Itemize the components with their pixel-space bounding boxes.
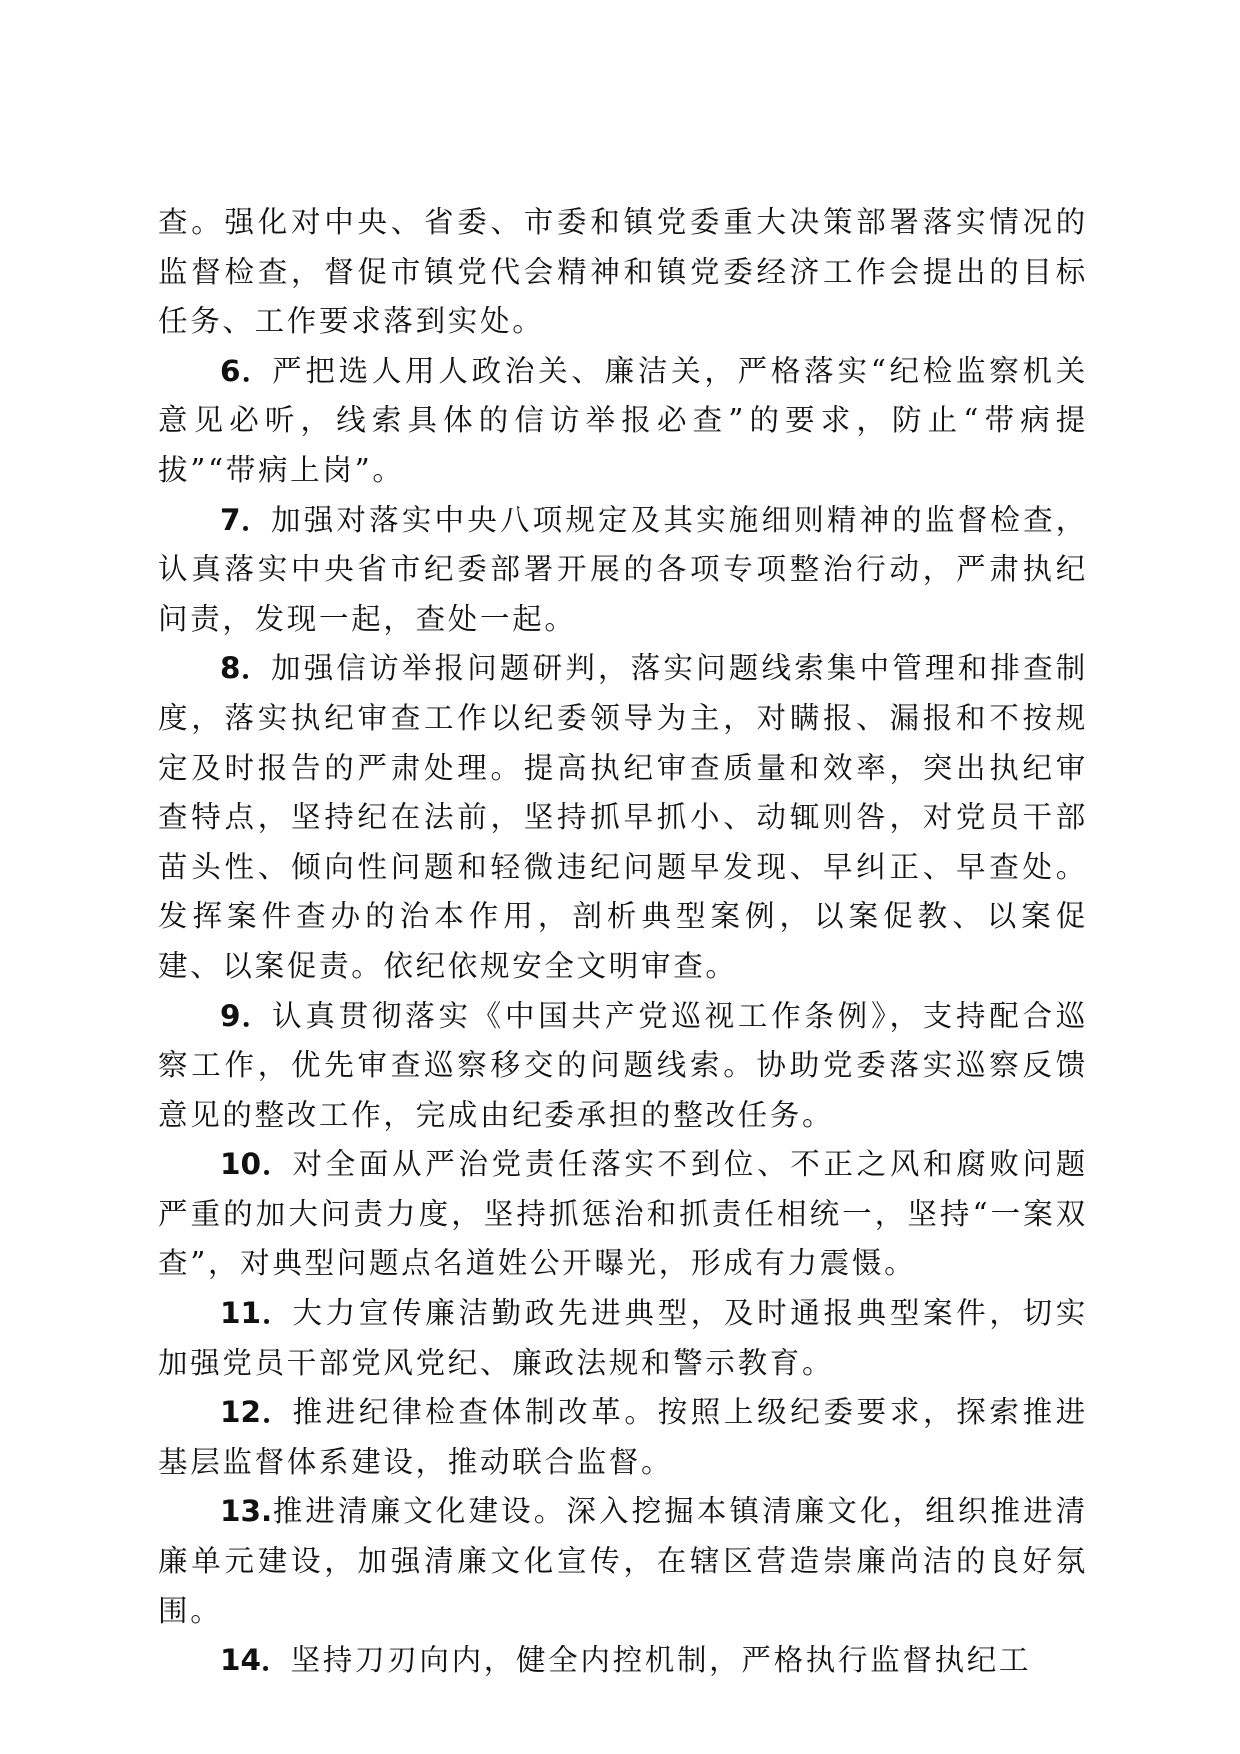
paragraph-item-10 — [158, 1140, 1088, 1289]
paragraph-text: 对全面从严治党责任落实不到位、不正之风和腐败问题严重的加大问责力度，坚持抓惩治和抓责任相统一，坚持“一案双查”，对典型问题点名道姓公开曝光，形成有力震慑。 — [158, 1147, 1088, 1281]
paragraph-text: 推进纪律检查体制改革。按照上级纪委要求，探索推进基层监督体系建设，推动联合监督。 — [158, 1395, 1088, 1479]
paragraph-text: 加强信访举报问题研判，落实问题线索集中管理和排查制度，落实执纪审查工作以纪委领导为主，对瞒报、漏报和不按规定及时报告的严肃处理。提高执纪审查质量和效率，突出执纪审查特点，坚持纪在法前，坚持抓早抓小、动辄则咎，对党员干部苗头性、倾向性问题和轻微违纪问题早发现、早纠正、早查处。发挥案件查办的治本作用，剖析典型案例，以案促教、以案促建、以案促责。依纪依规安全文明审查。 — [158, 651, 1088, 983]
paragraph-text: 认真贯彻落实《中国共产党巡视工作条例》，支持配合巡察工作，优先审查巡察移交的问题线索。协助党委落实巡察反馈意见的整改工作，完成由纪委承担的整改任务。 — [158, 998, 1088, 1132]
item-number: 12． — [220, 1395, 293, 1430]
item-number: 8． — [220, 651, 272, 686]
paragraph-text: 大力宣传廉洁勤政先进典型，及时通报典型案件，切实加强党员干部党风党纪、廉政法规和警示教育。 — [158, 1296, 1088, 1380]
paragraph-text: 坚持刀刃向内，健全内控机制，严格执行监督执纪工 — [290, 1643, 1032, 1678]
paragraph-item-6 — [158, 347, 1088, 496]
paragraph-text: 查。强化对中央、省委、市委和镇党委重大决策部署落实情况的监督检查，督促市镇党代会精神和镇党委经济工作会提出的目标任务、工作要求落到实处。 — [158, 205, 1088, 339]
item-number: 11． — [220, 1296, 293, 1331]
paragraph-item-12 — [158, 1388, 1088, 1487]
item-number: 9． — [220, 998, 273, 1033]
paragraph-item-9 — [158, 992, 1088, 1141]
paragraph-item-14 — [158, 1636, 1088, 1686]
item-number: 6． — [220, 353, 273, 388]
document-body — [158, 198, 1088, 1686]
paragraph-continuation — [158, 198, 1088, 347]
item-number: 13. — [220, 1494, 273, 1529]
paragraph-text: 严把选人用人政治关、廉洁关，严格落实“纪检监察机关意见必听，线索具体的信访举报必查”的要求，防止“带病提拔”“带病上岗”。 — [158, 353, 1088, 487]
paragraph-text: 推进清廉文化建设。深入挖掘本镇清廉文化，组织推进清廉单元建设，加强清廉文化宣传，在辖区营造崇廉尚洁的良好氛围。 — [158, 1494, 1088, 1628]
paragraph-item-11 — [158, 1289, 1088, 1388]
item-number: 10． — [220, 1147, 293, 1182]
paragraph-item-8 — [158, 644, 1088, 991]
paragraph-text: 加强对落实中央八项规定及其实施细则精神的监督检查，认真落实中央省市纪委部署开展的各项专项整治行动，严肃执纪问责，发现一起，查处一起。 — [158, 502, 1088, 636]
paragraph-item-13 — [158, 1487, 1088, 1636]
paragraph-item-7 — [158, 496, 1088, 645]
item-number: 14． — [220, 1643, 291, 1678]
item-number: 7． — [220, 502, 272, 537]
